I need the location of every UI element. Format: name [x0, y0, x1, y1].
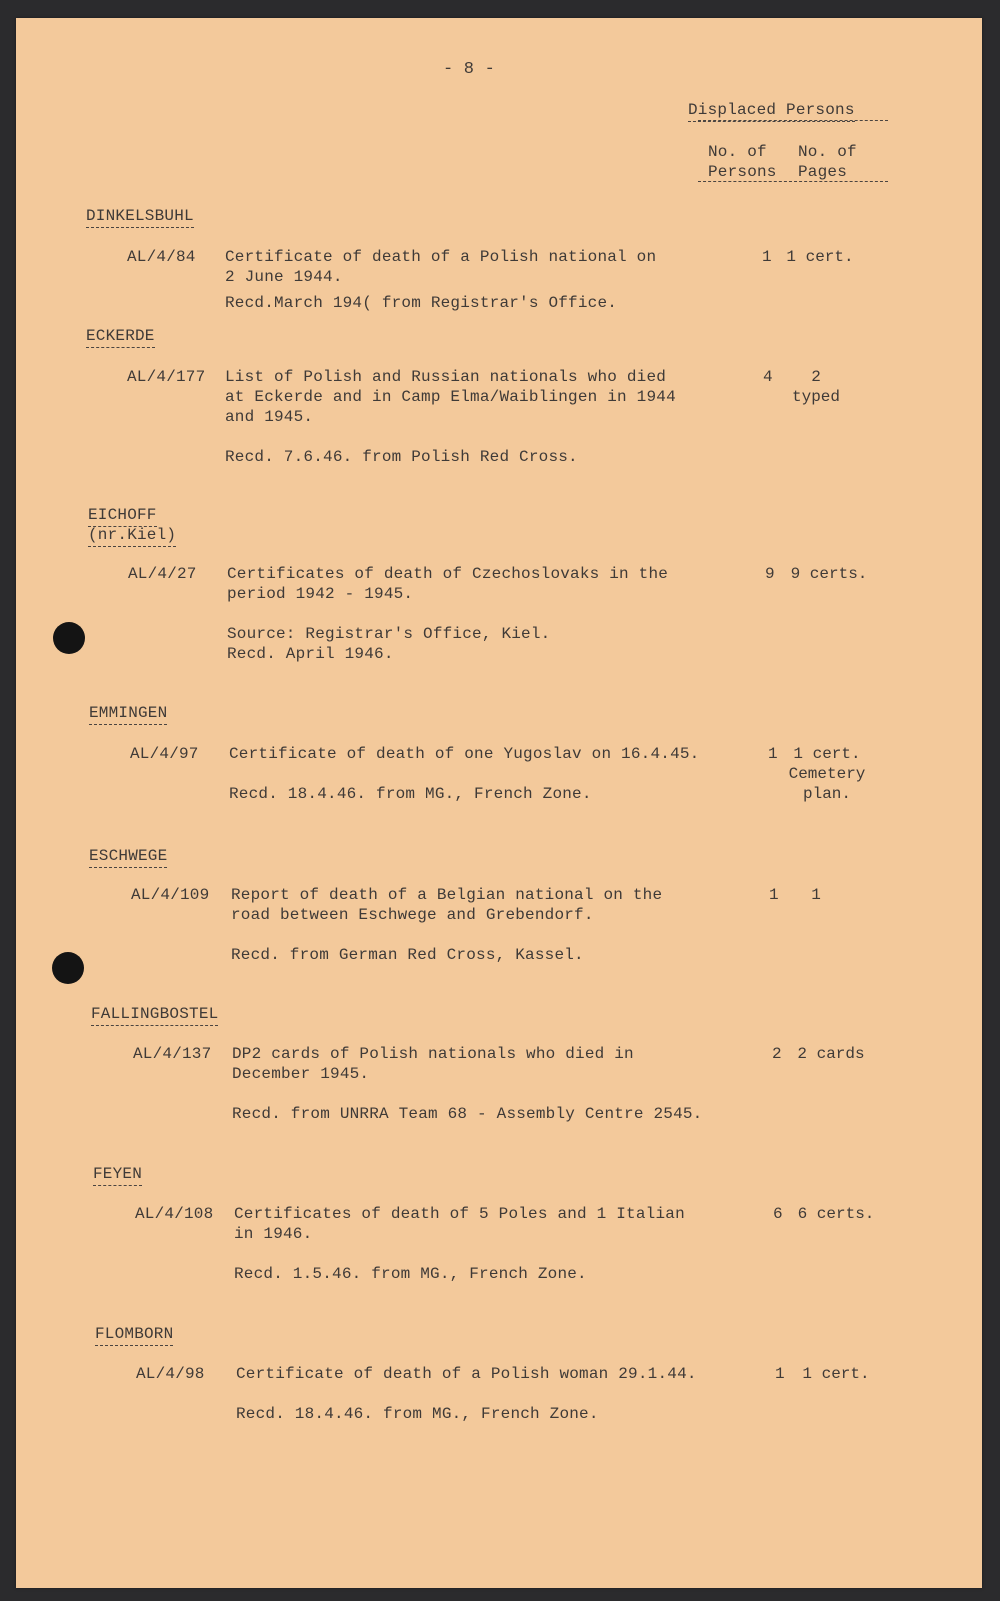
pages-count: 2 cards: [797, 1045, 865, 1063]
entry-description: road between Eschwege and Grebendorf.: [231, 906, 594, 924]
entry-note: Recd. 18.4.46. from MG., French Zone.: [229, 785, 592, 803]
pages-count: 1 cert.: [802, 1365, 870, 1383]
entry-note: Source: Registrar's Office, Kiel.: [227, 625, 551, 643]
entry-note: Recd. 18.4.46. from MG., French Zone.: [236, 1405, 599, 1423]
persons-count: 1: [769, 886, 779, 904]
pages-count: 1: [811, 886, 821, 904]
entry-description: at Eckerde and in Camp Elma/Waiblingen in 1944: [225, 388, 676, 406]
entry-description: 2 June 1944.: [225, 268, 343, 286]
reference-code: AL/4/97: [130, 745, 199, 763]
col-persons-line1: No. of: [708, 143, 767, 161]
reference-code: AL/4/98: [136, 1365, 205, 1383]
persons-count: 6: [773, 1205, 783, 1223]
place-heading: FALLINGBOSTEL: [91, 1004, 218, 1026]
pages-count: 1 cert.: [793, 745, 861, 763]
entry-description: in 1946.: [234, 1225, 313, 1243]
reference-code: AL/4/137: [133, 1045, 212, 1063]
pages-count: 9 certs.: [790, 565, 868, 583]
reference-code: AL/4/84: [127, 248, 196, 266]
entry-note: Recd. April 1946.: [227, 645, 394, 663]
place-heading: FEYEN: [93, 1164, 142, 1186]
col-persons-line2: Persons: [708, 163, 777, 181]
pages-count: typed: [791, 388, 840, 406]
col-pages-line1: No. of: [798, 143, 857, 161]
persons-count: 9: [765, 565, 775, 583]
place-heading: DINKELSBUHL: [86, 206, 194, 228]
entry-note: Recd. from UNRRA Team 68 - Assembly Centre 2545.: [232, 1105, 703, 1123]
pages-count: Cemetery: [788, 765, 866, 783]
reference-code: AL/4/108: [135, 1205, 214, 1223]
entry-description: Certificate of death of a Polish woman 29.1.44.: [236, 1365, 697, 1383]
entry-description: Report of death of a Belgian national on the: [231, 886, 663, 904]
reference-code: AL/4/27: [128, 565, 197, 583]
entry-description: period 1942 - 1945.: [227, 585, 414, 603]
entry-note: Recd.March 194( from Registrar's Office.: [225, 294, 618, 312]
entry-description: Certificate of death of one Yugoslav on 16.4.45.: [229, 745, 700, 763]
column-group-heading: Displaced Persons: [688, 100, 855, 122]
place-heading: FLOMBORN: [95, 1324, 173, 1346]
persons-count: 1: [762, 248, 772, 266]
entry-note: Recd. 7.6.46. from Polish Red Cross.: [225, 448, 578, 466]
place-heading: ESCHWEGE: [89, 846, 167, 868]
entry-description: December 1945.: [232, 1065, 370, 1083]
persons-count: 4: [763, 368, 773, 386]
col-pages-line2: Pages: [798, 163, 848, 181]
place-heading: EICHOFF: [88, 505, 157, 527]
entry-description: List of Polish and Russian nationals who died: [225, 368, 667, 386]
entry-description: Certificates of death of 5 Poles and 1 Italian: [234, 1205, 685, 1223]
entry-description: Certificates of death of Czechoslovaks in the: [227, 565, 669, 583]
place-heading: ECKERDE: [86, 326, 155, 348]
reference-code: AL/4/177: [127, 368, 206, 386]
pages-count: 1 cert.: [786, 248, 854, 266]
punch-hole-top: [53, 622, 85, 654]
punch-hole-bottom: [52, 952, 84, 984]
persons-count: 1: [768, 745, 778, 763]
entry-description: DP2 cards of Polish nationals who died in: [232, 1045, 634, 1063]
entry-description: and 1945.: [225, 408, 314, 426]
entry-note: Recd. from German Red Cross, Kassel.: [231, 946, 584, 964]
persons-count: 2: [772, 1045, 782, 1063]
pages-count: 2: [811, 368, 821, 386]
pages-count: plan.: [802, 785, 851, 803]
page-number: - 8 -: [443, 60, 496, 79]
entry-description: Certificate of death of a Polish national on: [225, 248, 657, 266]
pages-count: 6 certs.: [797, 1205, 875, 1223]
place-heading: EMMINGEN: [89, 703, 167, 725]
reference-code: AL/4/109: [131, 886, 210, 904]
persons-count: 1: [775, 1365, 785, 1383]
place-subheading: (nr.Kiel): [88, 525, 176, 547]
entry-note: Recd. 1.5.46. from MG., French Zone.: [234, 1265, 587, 1283]
